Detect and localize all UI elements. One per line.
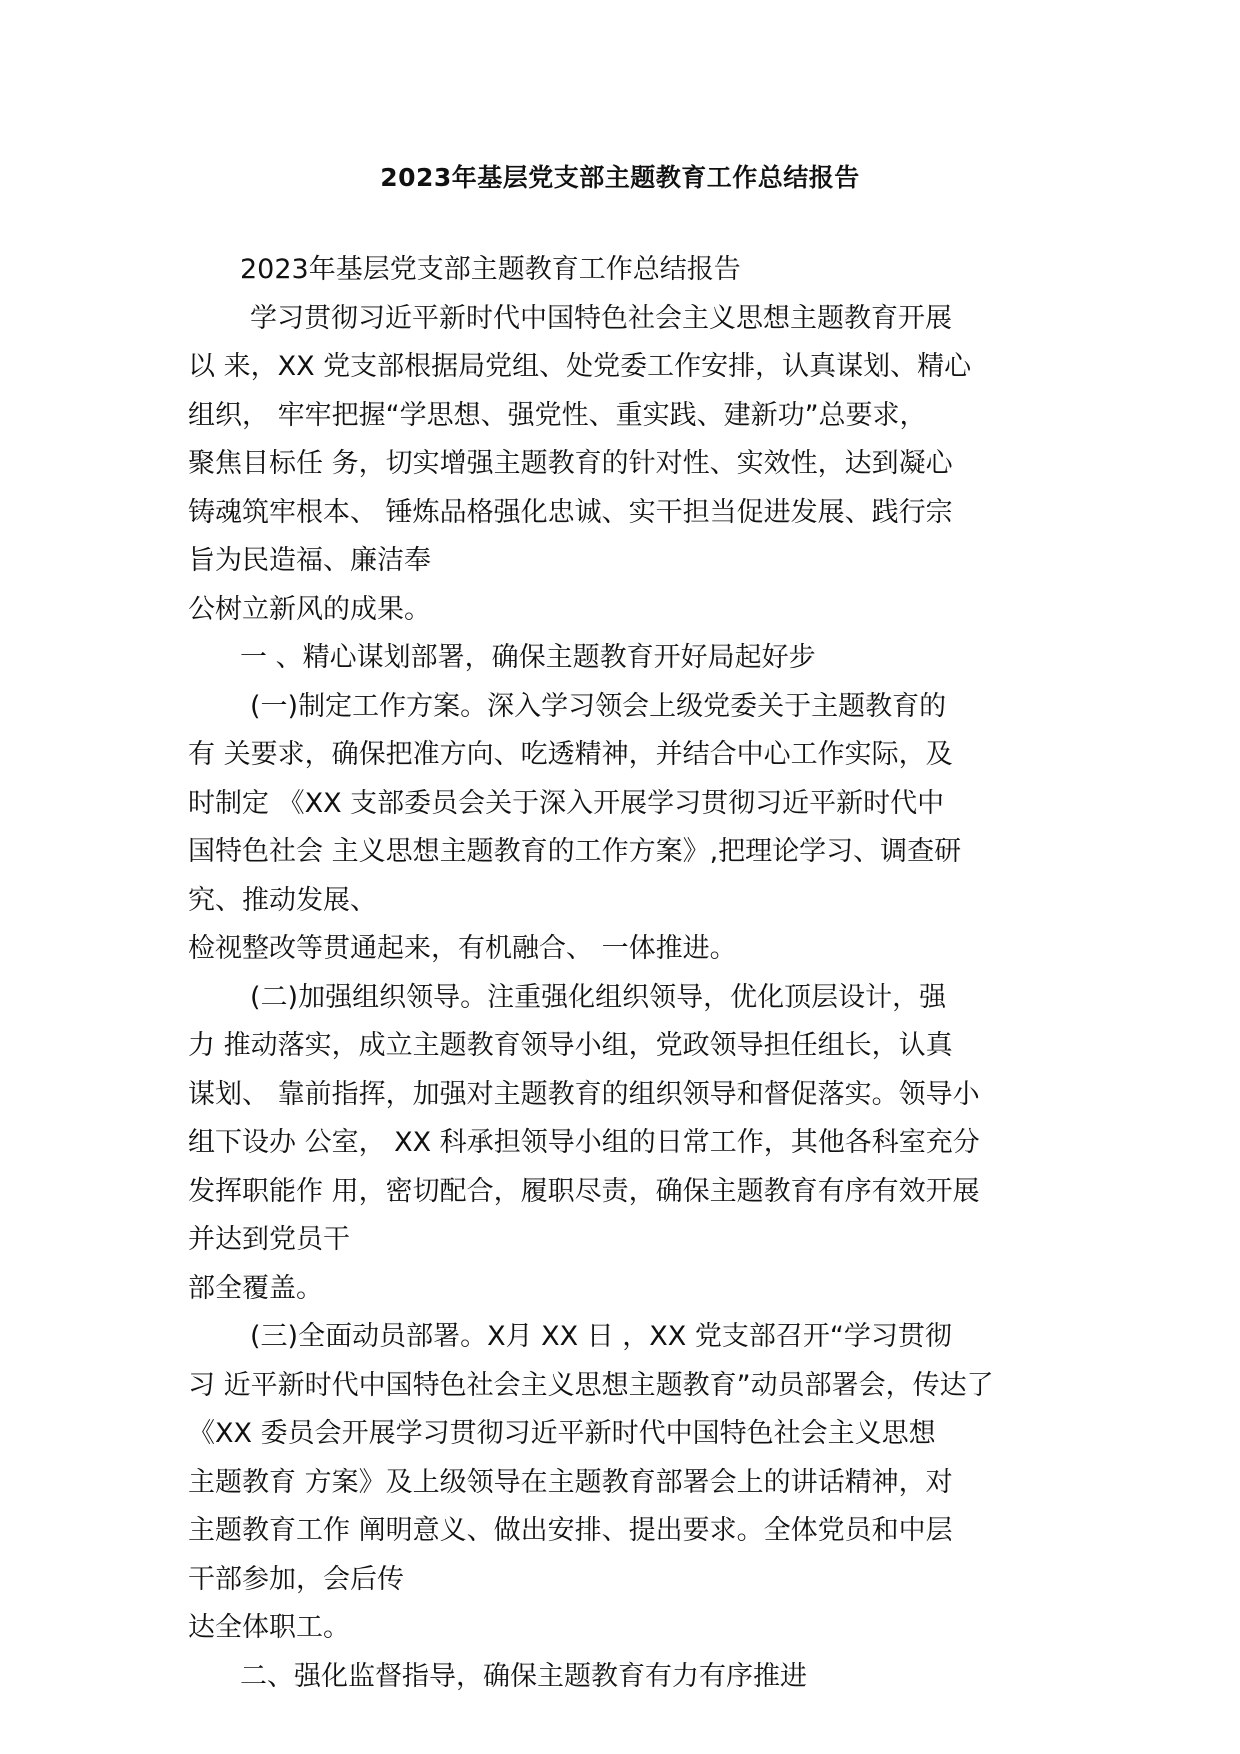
paragraph-1-2-line: 部全覆盖。 [188, 1272, 323, 1304]
paragraph-1-3-line: (三)全面动员部署。X月 XX 日 ，XX 党支部召开“学习贯彻 [250, 1321, 952, 1352]
paragraph-1-1-line: 究、推动发展、 [188, 884, 377, 916]
paragraph-1-3-line: 《XX 委员会开展学习贯彻习近平新时代中国特色社会主义思想 [188, 1418, 936, 1449]
paragraph-1-1-line: 国特色社会 主义思想主题教育的工作方案》,把理论学习、调查研 [188, 836, 962, 867]
paragraph-intro-line: 学习贯彻习近平新时代中国特色社会主义思想主题教育开展 [250, 302, 952, 334]
paragraph-1-1-line: 检视整改等贯通起来，有机融合、 一体推进。 [188, 933, 737, 964]
paragraph-1-3-line: 主题教育 方案》及上级领导在主题教育部署会上的讲话精神，对 [188, 1466, 953, 1498]
document-title: 2023年基层党支部主题教育工作总结报告 [380, 163, 860, 192]
paragraph-intro-line: 公树立新风的成果。 [188, 593, 431, 625]
paragraph-1-3-line: 习 近平新时代中国特色社会主义思想主题教育”动员部署会，传达了 [188, 1369, 994, 1401]
paragraph-1-2-line: 并达到党员干 [188, 1224, 350, 1255]
paragraph-intro-line: 旨为民造福、廉洁奉 [188, 545, 431, 576]
paragraph-intro-line: 聚焦目标任 务，切实增强主题教育的针对性、实效性，达到凝心 [188, 448, 953, 479]
paragraph-intro-line: 以 来，XX 党支部根据局党组、处党委工作安排，认真谋划、精心 [188, 351, 972, 382]
paragraph-1-2-line: 力 推动落实，成立主题教育领导小组，党政领导担任组长，认真 [188, 1030, 953, 1061]
paragraph-1-1-line: 有 关要求，确保把准方向、吃透精神，并结合中心工作实际，及 [188, 739, 953, 770]
paragraph-1-3-line: 达全体职工。 [188, 1612, 350, 1643]
paragraph-intro-line: 组织， 牢牢把握“学思想、强党性、重实践、建新功”总要求， [188, 399, 927, 431]
paragraph-1-2-line: 组下设办 公室， XX 科承担领导小组的日常工作，其他各科室充分 [188, 1127, 980, 1158]
paragraph-1-2-line: 谋划、 靠前指挥，加强对主题教育的组织领导和督促落实。领导小 [188, 1078, 980, 1110]
paragraph-1-1-line: (一)制定工作方案。深入学习领会上级党委关于主题教育的 [250, 690, 947, 722]
section-heading-2: 二、强化监督指导，确保主题教育有力有序推进 [240, 1660, 807, 1692]
paragraph-1-3-line: 主题教育工作 阐明意义、做出安排、提出要求。全体党员和中层 [188, 1515, 953, 1546]
body-subtitle: 2023年基层党支部主题教育工作总结报告 [240, 254, 741, 285]
paragraph-1-2-line: (二)加强组织领导。注重强化组织领导，优化顶层设计，强 [250, 981, 947, 1013]
paragraph-1-2-line: 发挥职能作 用，密切配合，履职尽责，确保主题教育有序有效开展 [188, 1175, 980, 1207]
paragraph-1-3-line: 干部参加，会后传 [188, 1563, 404, 1595]
document-body [188, 246, 1068, 1701]
section-heading-1: 一 、精心谋划部署，确保主题教育开好局起好步 [240, 642, 816, 673]
paragraph-intro-line: 铸魂筑牢根本、 锤炼品格强化忠诚、实干担当促进发展、践行宗 [188, 496, 953, 528]
paragraph-1-1-line: 时制定 《XX 支部委员会关于深入开展学习贯彻习近平新时代中 [188, 787, 945, 819]
